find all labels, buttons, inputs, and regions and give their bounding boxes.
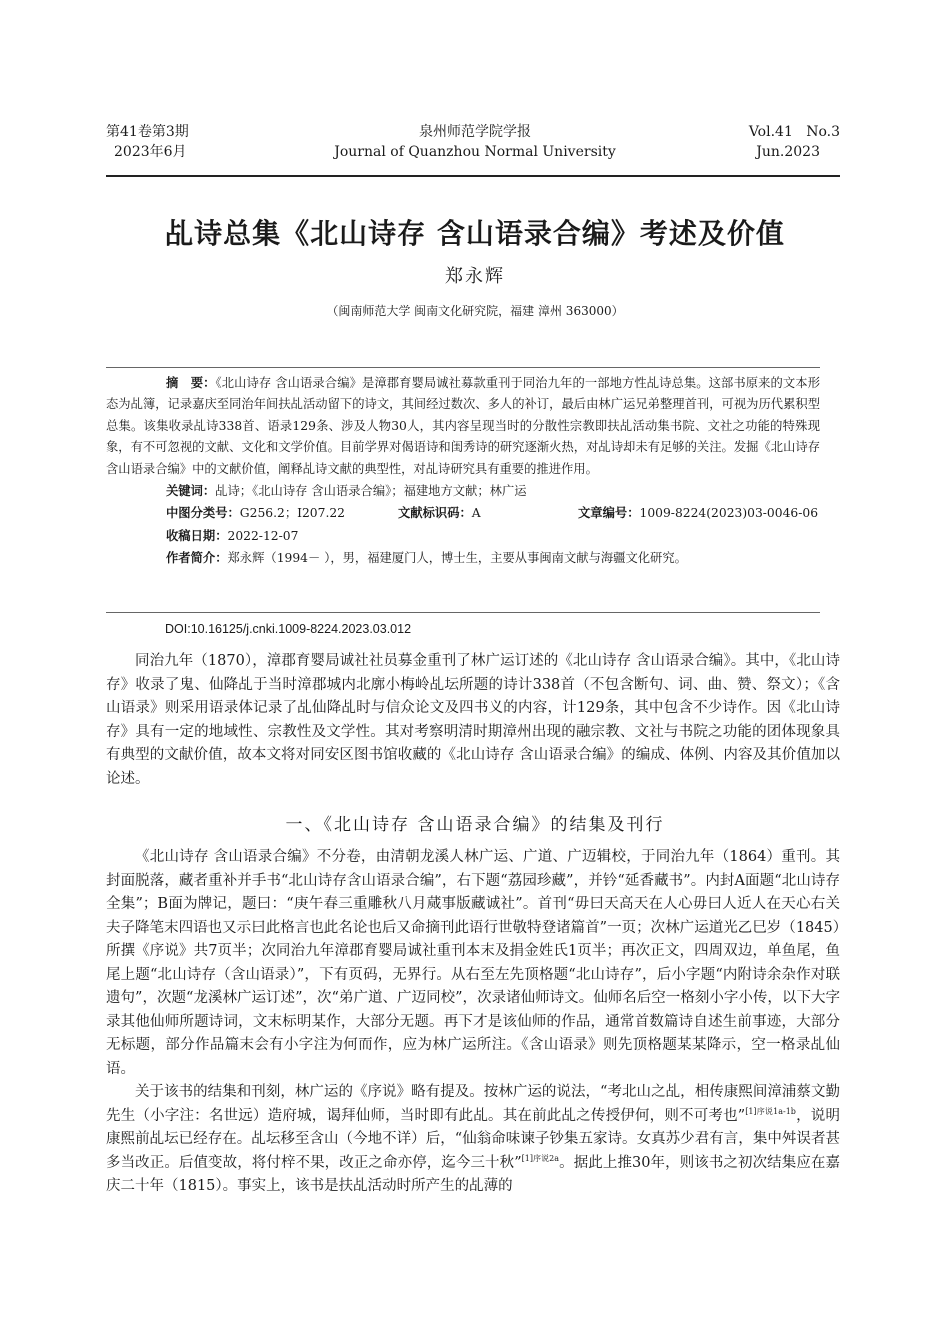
issue-date-en: Jun.2023 bbox=[756, 144, 820, 160]
article-number-value: 1009-8224(2023)03-0046-06 bbox=[639, 506, 819, 521]
abstract-block bbox=[106, 372, 820, 570]
classification-line bbox=[106, 502, 820, 524]
para2-part-b: ，说明康熙前乩坛已经存在。乩坛移至含山（今地不详）后，“仙翁命味谏子钞集五家诗。女真苏少君有言，集中舛误者甚多当改正。后值变故，将付梓不果，改正之命亦停，迄今三十秋” bbox=[106, 1107, 840, 1171]
article-author: 郑永辉 bbox=[445, 266, 505, 287]
author-bio-line bbox=[106, 547, 820, 569]
abstract-bottom-rule bbox=[106, 612, 820, 613]
doc-code bbox=[398, 502, 481, 524]
citation-note-2: [1]序说2a bbox=[521, 1153, 560, 1163]
article-number-label: 文章编号： bbox=[578, 505, 640, 521]
para2-part-c: 。据此上推30年，则该书之初次结集应在嘉庆二十年（1815）。事实上，该书是扶乩活动时所产生的乩薄的 bbox=[106, 1154, 840, 1194]
issue-date-cn: 2023年6月 bbox=[114, 144, 187, 160]
clc-label: 中图分类号： bbox=[166, 505, 240, 521]
volume-issue: 第41卷第3期 bbox=[106, 124, 189, 140]
journal-issue-info bbox=[106, 122, 189, 162]
keywords: 乩诗；《北山诗存 含山语录合编》；福建地方文献；林广运 bbox=[215, 484, 527, 499]
doc-code-value: A bbox=[471, 506, 481, 521]
keywords-line bbox=[106, 480, 820, 502]
section-heading: 一、《北山诗存 含山语录合编》的结集及刊行 bbox=[285, 815, 665, 835]
journal-name bbox=[330, 122, 620, 162]
section1-body bbox=[106, 846, 840, 1199]
keywords-label: 关键词： bbox=[166, 483, 216, 499]
received-date: 2022-12-07 bbox=[227, 528, 299, 543]
journal-name-cn: 泉州师范学院学报 bbox=[419, 124, 531, 140]
received-label: 收稿日期： bbox=[166, 527, 228, 543]
abstract-text: 《北山诗存 含山语录合编》是漳郡育婴局诚社募款重刊于同治九年的一部地方性乩诗总集。这部书原来的文本形态为乩簿，记录嘉庆至同治年间扶乩活动留下的诗文，其间经过数次、多人的补订，最后由林广运兄弟整理首刊，可视为历代累积型总集。该集收录乩诗338首、语录129条、涉及人物30人，其内容呈现当时的分散性宗教即扶乩活动集书院、文社之功能的特殊现象，有不可忽视的文献、文化和文学价值。目前学界对偈语诗和闺秀诗的研究逐渐火热，对乩诗却未有足够的关注。发掘《北山诗存 含山语录合编》中的文献价值，阐释乩诗文献的典型性，对乩诗研究具有重要的推进作用。 bbox=[106, 376, 820, 476]
doc-code-label: 文献标识码： bbox=[398, 505, 472, 521]
author-bio-label: 作者简介： bbox=[166, 550, 228, 566]
doi: DOI:10.16125/j.cnki.1009-8224.2023.03.012 bbox=[165, 622, 412, 636]
author-bio: 郑永辉（1994－ ），男，福建厦门人，博士生，主要从事闽南文献与海疆文化研究。 bbox=[227, 551, 687, 566]
section1-paragraph-2 bbox=[106, 1081, 840, 1199]
citation-note-1: [1]序说1a-1b bbox=[745, 1106, 796, 1116]
volume-issue-en: Vol.41 No.3 bbox=[748, 124, 840, 140]
header-rule bbox=[106, 175, 840, 177]
journal-issue-en bbox=[700, 122, 840, 162]
author-affiliation: （闽南师范大学 闽南文化研究院，福建 漳州 363000） bbox=[326, 304, 624, 318]
abstract-label: 摘 要： bbox=[166, 375, 216, 390]
article-title: 乩诗总集《北山诗存 含山语录合编》考述及价值 bbox=[165, 217, 785, 250]
section1-paragraph-1: 《北山诗存 含山语录合编》不分卷，由清朝龙溪人林广运、广道、广迈辑校，于同治九年（1864）重刊。其封面脱落，藏者重补并手书“北山诗存含山语录合编”，右下题“荔园珍藏”，并钤“延香藏书”。内封A面题“北山诗存全集”；B面为牌记，题曰：“庚午春三重雕秋八月蒇事版藏诚社”。首刊“毋曰天高天在人心毋曰人近人在天心右关夫子降笔末四语也又示曰此格言也此名论也后又命摘刊此语行世敬特登诸篇首”一页；次林广运道光乙巳岁（1845）所撰《序说》共7页半；次同治九年漳郡育婴局诚社重刊本末及捐金姓氏1页半；再次正文，四周双边，单鱼尾，鱼尾上题“北山诗存（含山语录）”，下有页码，无界行。从右至左先顶格题“北山诗存”，后小字题“内附诗余杂作对联遗句”，次题“龙溪林广运订述”，次“弟广道、广迈同校”，次录诸仙师诗文。仙师名后空一格刻小字小传，以下大字录其他仙师所题诗词，文末标明某作，大部分无题。再下才是该仙师的作品，通常首数篇诗自述生前事迹，大部分无标题，部分作品篇末会有小字注为何而作，应为林广运所注。《含山语录》则先顶格题某某降示，空一格录乩仙语。 bbox=[106, 849, 840, 1077]
abstract bbox=[106, 372, 820, 480]
article-number bbox=[578, 502, 818, 524]
journal-name-en: Journal of Quanzhou Normal University bbox=[334, 144, 616, 160]
para2-part-a: 关于该书的结集和刊刻，林广运的《序说》略有提及。按林广运的说法，“考北山之乩，相传康熙间漳浦蔡文勤先生（小字注：名世远）造府城，谒拜仙师，当时即有此乩。其在前此乩之传授伊何，则不可考也” bbox=[106, 1084, 840, 1124]
received-line bbox=[106, 525, 820, 547]
intro-paragraph: 同治九年（1870），漳郡育婴局诚社社员募金重刊了林广运订述的《北山诗存 含山语录合编》。其中，《北山诗存》收录了鬼、仙降乩于当时漳郡城内北廓小梅岭乩坛所题的诗计338首（不包含断句、词、曲、赞、祭文）；《含山语录》则采用语录体记录了乩仙降乩时与信众论文及四书义的内容，计129条，其中包含不少诗作。因《北山诗存》具有一定的地域性、宗教性及文学性。其对考察明清时期漳州出现的融宗教、文社与书院之功能的团体现象具有典型的文献价值，故本文将对同安区图书馆收藏的《北山诗存 含山语录合编》的编成、体例、内容及其价值加以论述。 bbox=[106, 653, 840, 787]
abstract-top-rule bbox=[106, 367, 820, 368]
intro-paragraph-block bbox=[106, 650, 840, 791]
clc-code: G256.2；I207.22 bbox=[239, 506, 346, 521]
